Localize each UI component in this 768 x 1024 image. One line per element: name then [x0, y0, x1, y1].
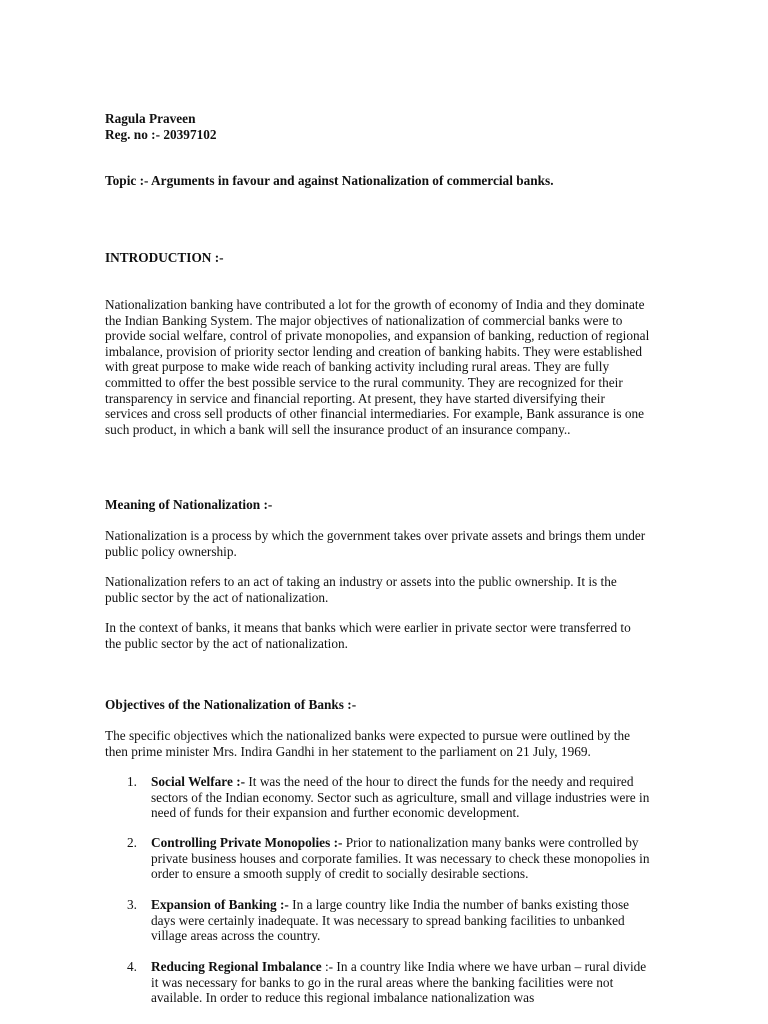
meaning-heading: Meaning of Nationalization :-	[105, 497, 273, 512]
list-item-number: 2.	[127, 835, 137, 850]
list-item-text: In a large country like India the number of banks existing those days were certainly inadequate. It was necessary to spread banking facilities to unbanked village areas across the country.	[151, 897, 630, 944]
list-item-term: Reducing Regional Imbalance	[151, 959, 322, 974]
registration-number: Reg. no :- 20397102	[105, 127, 217, 142]
author-name: Ragula Praveen	[105, 111, 196, 126]
objectives-heading: Objectives of the Nationalization of Banks :-	[105, 697, 357, 712]
list-item	[105, 774, 653, 821]
meaning-paragraph-3: In the context of banks, it means that banks which were earlier in private sector were transferred to the public sector by the act of nationalization.	[105, 620, 631, 651]
list-item-text: Prior to nationalization many banks were controlled by private business houses and corporate families. It was necessary to check these monopolies in order to ensure a smooth supply of credit to socially desirable sections.	[151, 835, 650, 882]
list-item	[105, 897, 653, 944]
meaning-paragraph-1: Nationalization is a process by which the government takes over private assets and brings them under public policy ownership.	[105, 528, 646, 559]
list-item-term: Controlling Private Monopolies :-	[151, 835, 343, 850]
list-item-text: :- In a country like India where we have urban – rural divide it was necessary for banks to go in the rural areas where the banking facilities were not available. In order to reduce this regional imbalance nationalization was	[151, 959, 647, 1006]
list-item-text: It was the need of the hour to direct the funds for the needy and required sectors of the Indian economy. Sector such as agriculture, small and village industries were in need of funds for their expansion and further economic development.	[151, 774, 650, 821]
topic-line: Topic :- Arguments in favour and against Nationalization of commercial banks.	[105, 173, 554, 188]
list-item	[105, 835, 653, 882]
list-item-number: 3.	[127, 897, 137, 912]
objectives-intro-paragraph: The specific objectives which the nationalized banks were expected to pursue were outlined by the then prime minister Mrs. Indira Gandhi in her statement to the parliament on 21 July, 1969.	[105, 728, 631, 759]
introduction-paragraph: Nationalization banking have contributed a lot for the growth of economy of India and they dominate the Indian Banking System. The major objectives of nationalization of commercial banks were to provide social welfare, control of private monopolies, and expansion of banking, reduction of regional imbalance, provision of priority sector lending and creation of banking habits. They were established with great purpose to make wide reach of banking activity including rural areas. They are fully committed to offer the best possible service to the rural community. They are recognized for their transparency in service and financial reporting. At present, they have started diversifying their services and cross sell products of other financial intermediaries. For example, Bank assurance is one such product, in which a bank will sell the insurance product of an insurance company..	[105, 297, 650, 437]
list-item-term: Expansion of Banking :-	[151, 897, 289, 912]
meaning-paragraph-2: Nationalization refers to an act of taking an industry or assets into the public ownership. It is the public sector by the act of nationalization.	[105, 574, 617, 605]
list-item	[105, 959, 653, 1006]
list-item-number: 1.	[127, 774, 137, 789]
list-item-number: 4.	[127, 959, 137, 974]
list-item-term: Social Welfare :-	[151, 774, 246, 789]
introduction-heading: INTRODUCTION :-	[105, 250, 224, 265]
